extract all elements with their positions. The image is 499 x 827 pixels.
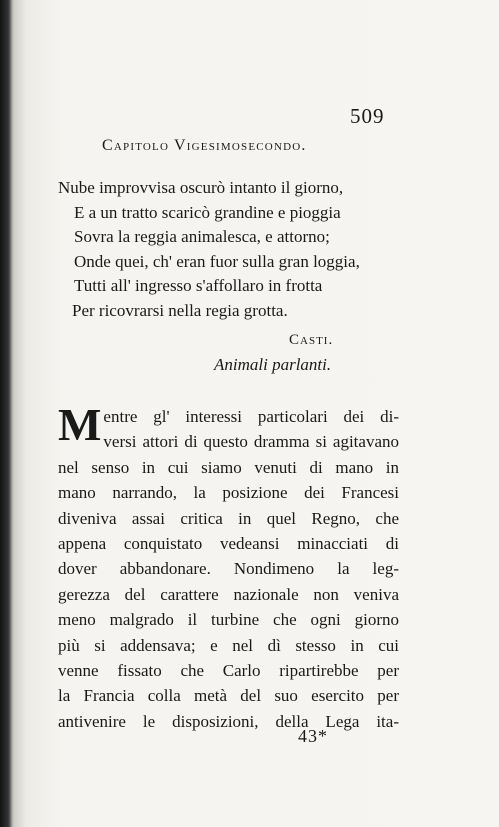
body-line: entre gl' interessi particolari dei di- <box>103 407 399 426</box>
verse-line: Sovra la reggia animalesca, e attorno; <box>74 227 330 246</box>
epigraph-author: Casti. <box>289 332 334 348</box>
verse-line: Per ricovrarsi nella regia grotta. <box>72 300 288 320</box>
epigraph-work: Animali parlanti. <box>214 355 332 374</box>
body-line: antivenire le disposizioni, della Lega ita- <box>58 711 399 731</box>
body-line: appena conquistato vedeansi minacciati di <box>58 533 399 553</box>
body-line: più si addensava; e nel dì stesso in cui <box>58 635 399 655</box>
chapter-title: Capitolo Vigesimosecondo. <box>102 137 307 154</box>
body-line: gerezza del carattere nazionale non veniva <box>58 584 399 604</box>
verse-epigraph <box>58 176 408 323</box>
body-line: venne fissato che Carlo ripartirebbe per <box>58 660 399 680</box>
body-line: meno malgrado il turbine che ogni giorno <box>58 610 399 630</box>
body-text <box>58 399 399 734</box>
signature-mark: 43* <box>298 726 328 746</box>
page-number: 509 <box>350 104 385 128</box>
body-line: mano narrando, la posizione dei Francesi <box>58 483 399 503</box>
body-line: nel senso in cui siamo venuti di mano in <box>58 457 399 477</box>
binding-edge <box>0 0 12 827</box>
body-line: versi attori di questo dramma si agitavano <box>103 432 399 452</box>
drop-cap: M <box>58 399 102 450</box>
verse-line: Tutti all' ingresso s'affollaro in frotta <box>74 276 323 295</box>
body-line: dover abbandonare. Nondimeno la leg- <box>58 559 399 579</box>
verse-line: E a un tratto scaricò grandine e pioggia <box>74 202 341 222</box>
body-line: la Francia colla metà del suo esercito per <box>58 686 399 706</box>
verse-line: Onde quei, ch' eran fuor sulla gran loggia, <box>74 251 360 271</box>
body-line: diveniva assai critica in quel Regno, che <box>58 508 399 528</box>
verse-line: Nube improvvisa oscurò intanto il giorno, <box>58 178 344 197</box>
